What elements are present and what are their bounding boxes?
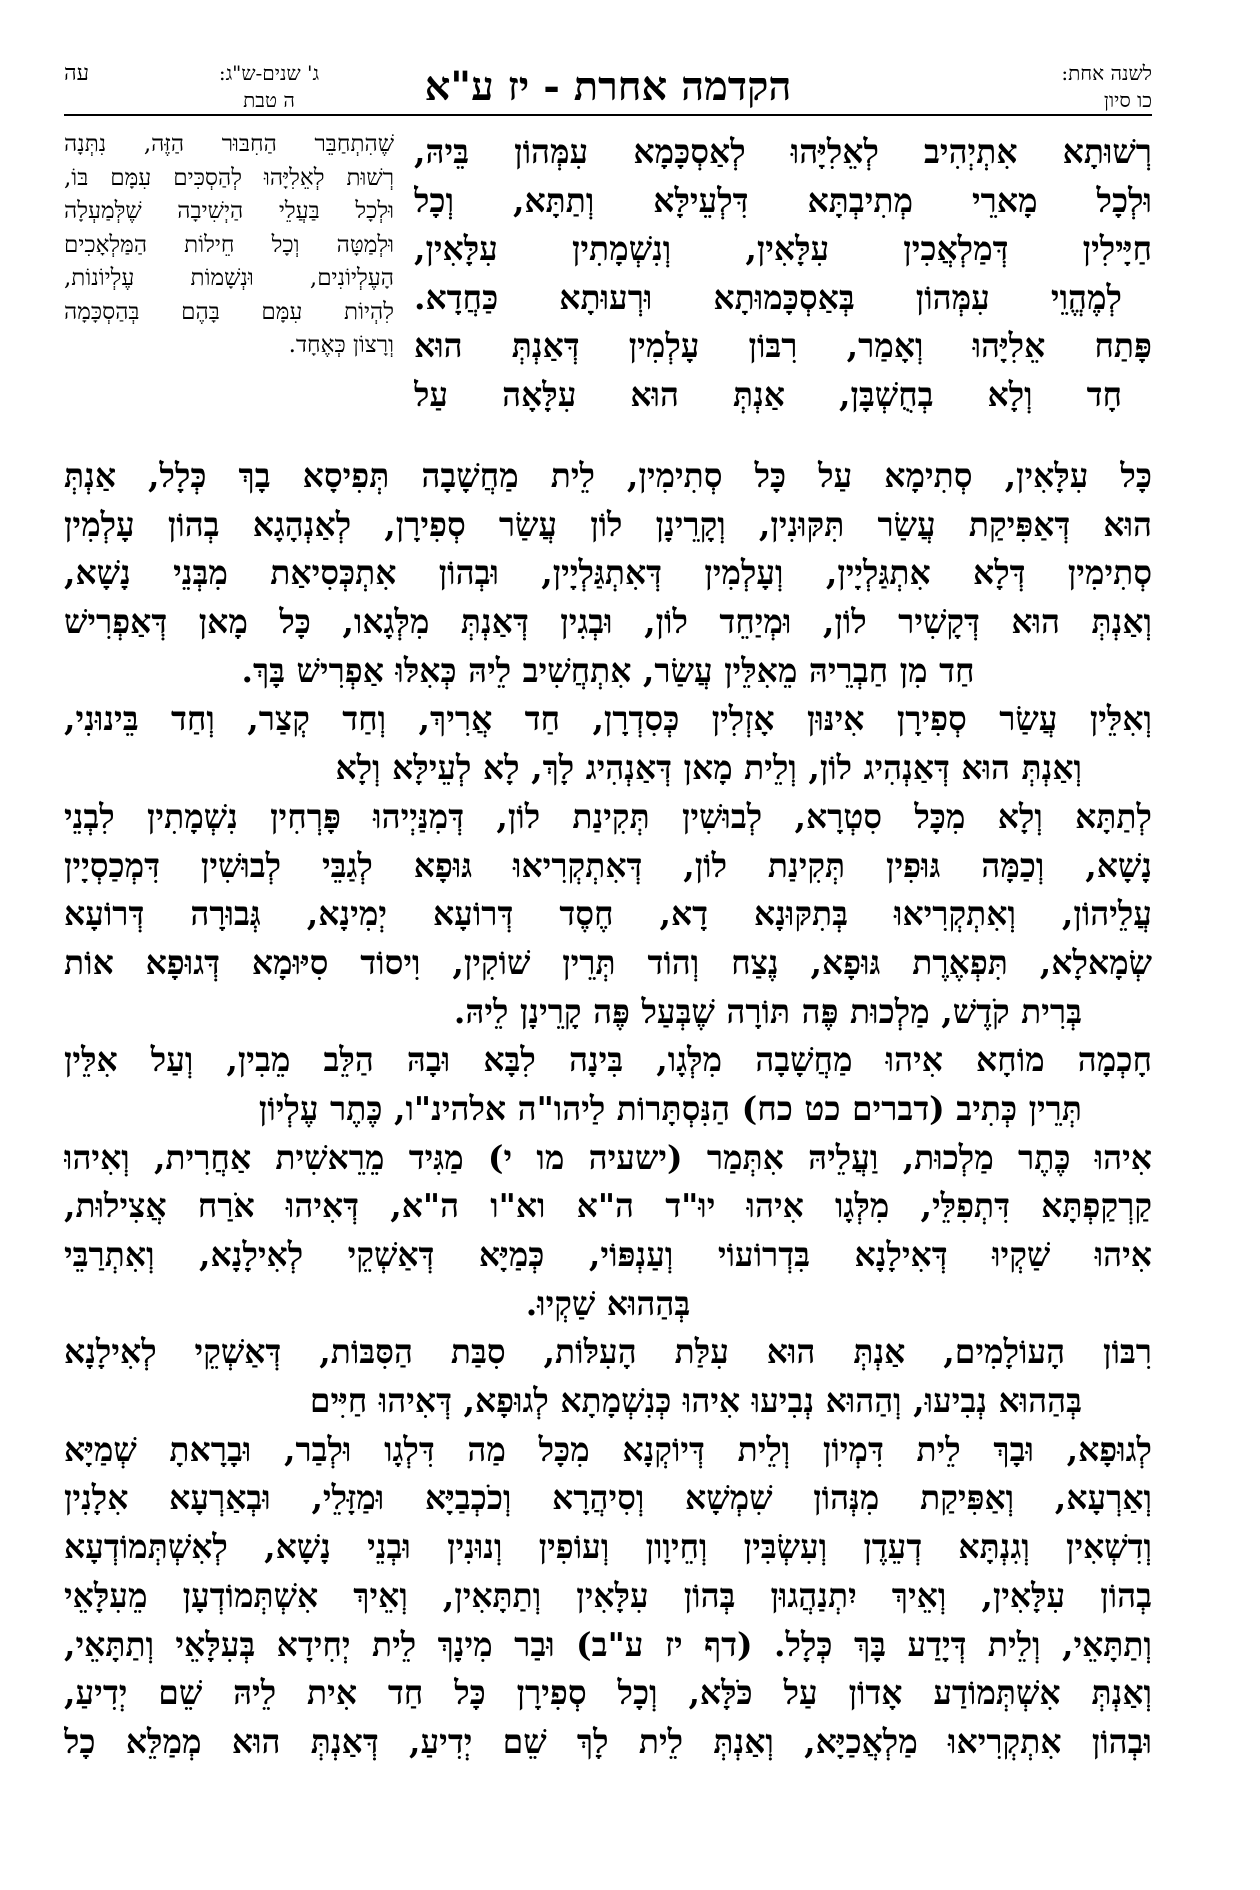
header-left-stack xyxy=(159,60,379,114)
header-right-line1: לשנה אחת: xyxy=(1061,61,1152,85)
hebrew-translation-sidebar xyxy=(64,128,394,363)
text-line: אִיהוּ כֶּתֶר מַלְכוּת, וַעֲלֵיהּ אִתְּמַר (ישעיה מו י) מַגִּיד מֵרֵאשִׁית אַחֲרִית, וְאִיהוּ xyxy=(64,1137,1152,1177)
text-line: קַרְקַפְתָּא דִּתְפִלֵּי, מִלְּגָו אִיהוּ יוּ"ד ה"א וא"ו ה"א, דְּאִיהוּ אֹרַח אֲצִילוּת, xyxy=(64,1186,1152,1226)
text-line: וְתַתָּאֵי, וְלֵית דְּיָדַע בָּךְ כְּלָל. (דף יז ע"ב) וּבַר מִינָךְ לֵית יְחִידָא בְּעִלָּאֵי וְתַתָּאֵי, xyxy=(64,1624,1152,1664)
text-line: וְאַנְתְּ אִשְׁתְּמוֹדַע אָדוֹן עַל כֹּלָּא, וְכָל סְפִירָן כָּל חַד אִית לֵיהּ שֵׁם יְדִיעַ, xyxy=(64,1673,1152,1713)
text-line: וְדִשְׁאִין וְגִנְתָּא דְעֵדֶן וְעִשְׂבִּין וְחֵיוָון וְעוֹפִין וְנוּנִין וּבְנֵי נָשָׁא, לְאִשְׁתְּמוֹדְעָא xyxy=(64,1527,1152,1567)
text-line: שְׂמָאלָא, תִּפְאֶרֶת גּוּפָא, נֶצַח וְהוֹד תְּרֵין שׁוֹקִין, וִיסוֹד סִיּוּמָא דְּגוּפָא אוֹת xyxy=(64,942,1152,982)
text-line: רִבּוֹן הָעוֹלָמִים, אַנְתְּ הוּא עִלַּת הָעִלּוֹת, סִבַּת הַסִּבּוֹת, דְּאַשְׁקֵי לְאִילָנָא xyxy=(64,1332,1152,1372)
text-line: אִיהוּ שַׁקְיוּ דְּאִילָנָא בִּדְרוֹעוֹי וְעַנְפּוֹי, כְּמַיָּא דְּאַשְׁקֵי לְאִילָנָא, וְאִתְרַבֵּי xyxy=(64,1235,1152,1274)
text-line: חָכְמָה מוֹחָא אִיהוּ מַחֲשָׁבָה מִלְּגָו, בִּינָה לִבָּא וּבָהּ הַלֵּב מֵבִין, וְעַל אִלֵּין xyxy=(64,1040,1152,1080)
header-left-line2: ה טבת xyxy=(243,88,295,112)
text-line: וְאַנְתְּ הוּא דְּאַנְהִיג לוֹן, וְלֵית מָאן דְּאַנְהִיג לָךְ, לָא לְעֵילָּא וְלָא xyxy=(335,748,1082,788)
text-line: בְּרִית קֹדֶשׁ, מַלְכוּת פֶּה תּוֹרָה שֶׁבְּעַל פֶּה קָרֵינָן לֵיהּ. xyxy=(453,991,1082,1031)
sidebar-line: הָעֶלְיוֹנִים, וּנְשָׁמוֹת עֶלְיוֹנוֹת, xyxy=(64,265,394,291)
header-right-line2: כו סיון xyxy=(1103,88,1152,112)
text-line: וְאַנְתְּ הוּא דְּקָשִׁיר לוֹן, וּמְיַחֵד לוֹן, וּבְגִין דְּאַנְתְּ מִלְּגָאו, כָּל מָאן דְּאַפְרִישׁ xyxy=(64,602,1152,642)
sidebar-line: שֶׁהִתְחַבֵּר הַחִבּוּר הַזֶּה, נִתְּנָה xyxy=(64,131,394,157)
text-line: הוּא דְּאַפִּיקַת עֲשַׂר תִּקּוּנִין, וְקָרֵינָן לוֹן עֲשַׂר סְפִירָן, לְאַנְהָגָא בְהוֹן עָלְמִין xyxy=(64,504,1152,544)
sidebar-line: וּלְמַטָּה וְכָל חֵילוֹת הַמַּלְאָכִים xyxy=(64,231,394,258)
header-divider xyxy=(64,114,1152,116)
text-line: וְאַרְעָא, וְאַפִּיקַת מִנְּהוֹן שִׁמְשָׁא וְסִיהֲרָא וְכֹכְבַיָּא וּמַזָּלֵי, וּבְאַרְעָא אִלָנִין xyxy=(64,1478,1152,1518)
text-line: וּלְכָל מָארֵי מְתִיבְתָּא דִּלְעֵילָּא וְתַתָּא, וְכָל xyxy=(414,180,1152,220)
text-line: לְתַתָּא וְלָא מִכָּל סִטְרָא, לְבוּשִׁין תְּקִינַת לוֹן, דְּמִנַּיְיהוּ פָּרְחִין נִשְׁמָתִין לִבְנֵי xyxy=(64,796,1152,836)
sidebar-line: וּלְכָל בַּעֲלֵי הַיְשִׁיבָה שֶׁלְּמַעְלָה xyxy=(64,198,394,224)
page-header xyxy=(64,58,1152,120)
text-line: כָּל עִלָּאִין, סְתִימָא עַל כָּל סְתִימִין, לֵית מַחֲשָׁבָה תְּפִיסָא בָךְ כְּלָל, אַנְתְּ xyxy=(64,456,1152,495)
text-line: נָשָׁא, וְכַמָּה גּוּפִין תְּקִינַת לוֹן, דְּאִתְקְרִיאוּ גּוּפָא לְגַבֵּי לְבוּשִׁין דִּמְכַסְיָין xyxy=(64,845,1152,885)
page-title: הקדמה אחרת - יז ע"א xyxy=(424,63,792,110)
text-line: פָּתַח אֵלִיָּהוּ וְאָמַר, רִבּוֹן עָלְמִין דְּאַנְתְּ הוּא xyxy=(414,326,1152,365)
text-line: סְתִימִין דְּלָא אִתְגַּלְיָין, וְעָלְמִין דְּאִתְגַּלְיָין, וּבְהוֹן אִתְכְּסִיאַת מִבְּנֵי נָשָׁא, xyxy=(64,553,1152,593)
text-line: וְאִלֵּין עֲשַׂר סְפִירָן אִינּוּן אָזְלִין כְּסִדְרָן, חַד אֲרִיךְ, וְחַד קְצַר, וְחַד בֵּינוּנִי, xyxy=(64,699,1152,739)
page-number: עה xyxy=(64,61,90,86)
text-line: לְמֶהֱוֵי עִמְּהוֹן בְּאַסְכָּמוּתָא וּרְעוּתָא כַּחֲדָא. xyxy=(414,277,1122,317)
text-line: עֲלֵיהוֹן, וְאִתְקְרִיאוּ בְּתִקּוּנָא דָא, חֶסֶד דְּרוֹעָא יְמִינָא, גְּבוּרָה דְּרוֹעָא xyxy=(64,894,1152,934)
text-line: לְגוּפָא, וּבָךְ לֵית דִּמְיוֹן וְלֵית דְּיוֹקְנָא מִכָּל מַה דִּלְגָו וּלְבַר, וּבָרָאתָ שְׁמַיָּא xyxy=(64,1429,1152,1469)
text-line: רְשׁוּתָא אִתְיְהִיב לְאֵלִיָּהוּ לְאַסְכָּמָא עִמְּהוֹן בֵּיהּ, xyxy=(414,132,1152,171)
text-line: חַיָּילִין דְּמַלְאֲכִין עִלָּאִין, וְנִשְׁמָתִין עִלָּאִין, xyxy=(414,229,1152,268)
text-line: חָד וְלָא בְחֻשְׁבָּן, אַנְתְּ הוּא עִלָּאָה עַל xyxy=(414,374,1122,414)
text-line: בְּהַהוּא שַׁקְיוּ. xyxy=(525,1283,691,1323)
text-line: וּבְהוֹן אִתְקְרִיאוּ מַלְאֲכַיָּא, וְאַנְתְּ לֵית לָךְ שֵׁם יְדִיעַ, דְּאַנְתְּ הוּא מְמַלֵּא כָל xyxy=(64,1721,1152,1761)
aramaic-opening-lines xyxy=(414,128,1152,419)
sidebar-line: לִהְיוֹת עִמָּם בָּהֶם בְּהַסְכָּמָה xyxy=(64,298,394,325)
sidebar-line: רְשׁוּת לְאֵלִיָּהוּ לְהַסְכִּים עִמָּם בּוֹ, xyxy=(64,164,394,191)
text-line: חַד מִן חַבְרֵיהּ מֵאִלֵּין עֲשַׂר, אִתְחֲשִׁיב לֵיהּ כְּאִלּוּ אַפְרִישׁ בָּךְ. xyxy=(241,650,975,690)
header-left-line1: ג' שנים-ש"ג: xyxy=(218,61,320,85)
main-text-body xyxy=(64,452,1152,1767)
text-line: בְּהַהוּא נְבִיעוּ, וְהַהוּא נְבִיעוּ אִיהוּ כְּנִשְׁמָתָא לְגוּפָא, דְּאִיהוּ חַיִּים xyxy=(309,1381,1082,1421)
text-line: בְהוֹן עִלָּאִין, וְאֵיךְ יִתְנַהֲגוּן בְּהוֹן עִלָּאִין וְתַתָּאִין, וְאֵיךְ אִשְׁתְּמוֹדְעָן מֵעִלָּאֵי xyxy=(64,1575,1152,1615)
text-line: תְּרֵין כְּתִיב (דברים כט כח) הַנִּסְתָּרוֹת לַיהו"ה אלהינ"ו, כֶּתֶר עֶלְיוֹן xyxy=(258,1088,1082,1128)
sidebar-line: וְרָצוֹן כְּאֶחָד. xyxy=(288,332,394,358)
